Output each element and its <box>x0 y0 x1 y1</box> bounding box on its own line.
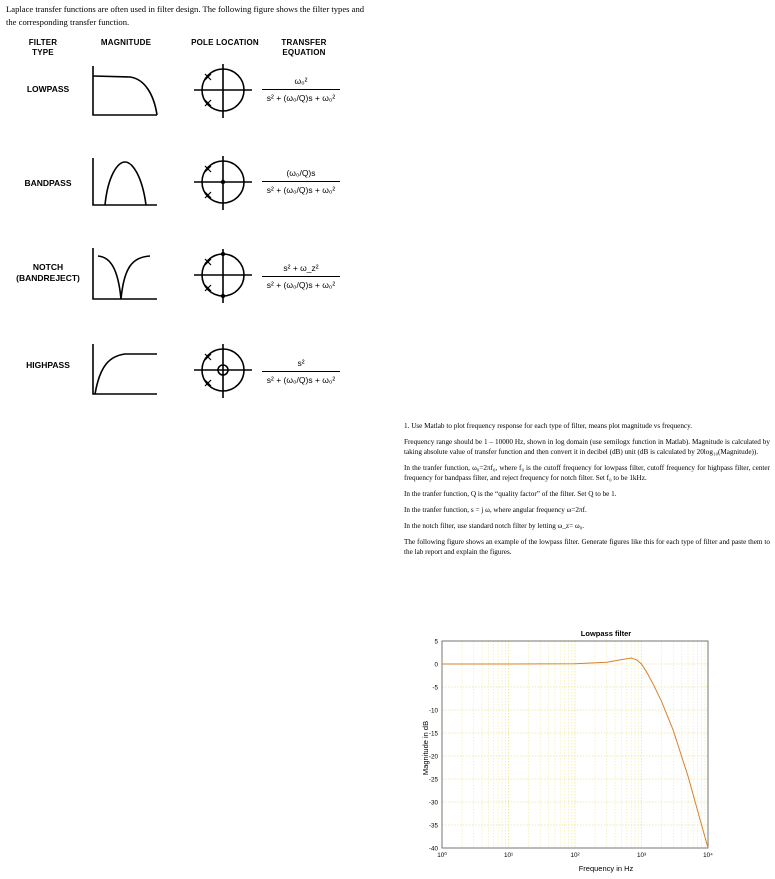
y-tick-label: -40 <box>428 845 438 853</box>
fraction-bar <box>262 371 340 372</box>
equation-notch-numerator: s² + ω_z² <box>283 263 319 273</box>
row-label-bandpass: BANDPASS <box>24 178 72 188</box>
equation-lowpass-numerator: ω₀² <box>294 76 308 86</box>
pole-markers <box>205 74 211 386</box>
y-tick-label: -10 <box>428 707 438 715</box>
y-tick-label: -20 <box>428 753 438 761</box>
header-pole-location: POLE LOCATION <box>191 38 259 47</box>
equation-lowpass <box>262 74 340 105</box>
lowpass-pole-diagram <box>194 64 252 118</box>
y-tick-label: -30 <box>428 799 438 807</box>
y-tick-label: 5 <box>434 638 438 646</box>
y-tick-label: -35 <box>428 822 438 830</box>
equation-bandpass-numerator: (ω₀/Q)s <box>286 168 316 178</box>
x-tick-label: 10² <box>570 852 580 859</box>
y-tick-labels <box>429 639 439 853</box>
header-filter-type-line2: TYPE <box>32 48 54 57</box>
row-label-notch-line1: NOTCH <box>32 262 64 272</box>
instruction-4: In the tranfer function, Q is the “quality factor” of the filter. Set Q to be 1. <box>404 490 617 498</box>
row-label-notch-line2: (BANDREJECT) <box>16 273 80 283</box>
y-tick-label: -15 <box>428 730 438 738</box>
highpass-pole-diagram <box>194 344 252 398</box>
x-tick-label: 10¹ <box>503 852 514 859</box>
fraction-bar <box>262 181 340 182</box>
equation-notch <box>262 261 340 292</box>
filter-table-figures <box>0 0 400 410</box>
header-magnitude: MAGNITUDE <box>100 38 152 47</box>
fraction-bar <box>262 89 340 90</box>
header-filter-type-line1: FILTER <box>28 38 58 47</box>
equation-bandpass-denominator: s² + (ω₀/Q)s + ω₀² <box>266 185 336 195</box>
equation-notch-denominator: s² + (ω₀/Q)s + ω₀² <box>266 280 336 290</box>
intro-text: Laplace transfer functions are often used in filter design. The following figure shows the filter types and the corresponding transfer function. <box>6 4 365 27</box>
header-transfer-line1: TRANSFER <box>281 38 327 47</box>
lowpass-chart-svg <box>404 628 770 874</box>
equation-lowpass-denominator: s² + (ω₀/Q)s + ω₀² <box>266 93 336 103</box>
y-tick-label: -25 <box>428 776 438 784</box>
header-transfer-line2: EQUATION <box>282 48 326 57</box>
lowpass-chart <box>404 628 770 874</box>
chart-xlabel: Frequency in Hz <box>578 864 634 873</box>
y-tick-label: -5 <box>432 684 438 692</box>
y-tick-label: 0 <box>434 661 438 669</box>
notch-curve-icon <box>93 248 157 299</box>
equation-highpass-denominator: s² + (ω₀/Q)s + ω₀² <box>266 375 336 385</box>
equation-highpass <box>262 356 340 387</box>
x-tick-label: 10³ <box>636 852 647 859</box>
fraction-bar <box>262 276 340 277</box>
x-tick-labels <box>437 852 713 859</box>
instruction-2: Frequency range should be 1 – 10000 Hz, shown in log domain (use semilogx function in Matlab). Magnitude is calculated by taking absolute value of transfer function and then convert it in decibel (dB) unit (dB is calculated by 20log₁₀(Magnitude)). <box>404 438 770 456</box>
instruction-7: The following figure shows an example of the lowpass filter. Generate figures like this for each type of filter and paste them to the lab report and explain the figures. <box>404 538 770 556</box>
bandpass-curve-icon <box>93 158 157 205</box>
equation-bandpass <box>262 166 340 197</box>
x-tick-label: 10⁰ <box>437 852 447 859</box>
instruction-5: In the tranfer function, s = j ω, where angular frequency ω=2πf. <box>404 506 587 514</box>
instruction-6: In the notch filter, use standard notch filter by letting ω_z= ω₀. <box>404 522 584 530</box>
chart-ylabel: Magnitude in dB <box>421 720 430 776</box>
row-label-lowpass: LOWPASS <box>26 84 70 94</box>
instruction-3: In the tranfer function, ω₀=2πf₀, where f₀ is the cutoff frequency for lowpass filter, cutoff frequency for highpass filter, center frequency for bandpass filter, and reject frequency for notch filter. Set f₀ to be 1kHz. <box>404 464 770 482</box>
instructions-panel <box>404 421 770 563</box>
chart-grid <box>442 641 708 848</box>
lowpass-curve-icon <box>93 66 157 115</box>
row-label-highpass: HIGHPASS <box>26 360 70 370</box>
instruction-1: 1. Use Matlab to plot frequency response for each type of filter, means plot magnitude vs frequency. <box>404 422 693 430</box>
highpass-curve-icon <box>93 344 157 394</box>
x-tick-label: 10⁴ <box>703 852 713 859</box>
chart-title: Lowpass filter <box>580 629 632 638</box>
equation-highpass-numerator: s² <box>297 358 305 368</box>
